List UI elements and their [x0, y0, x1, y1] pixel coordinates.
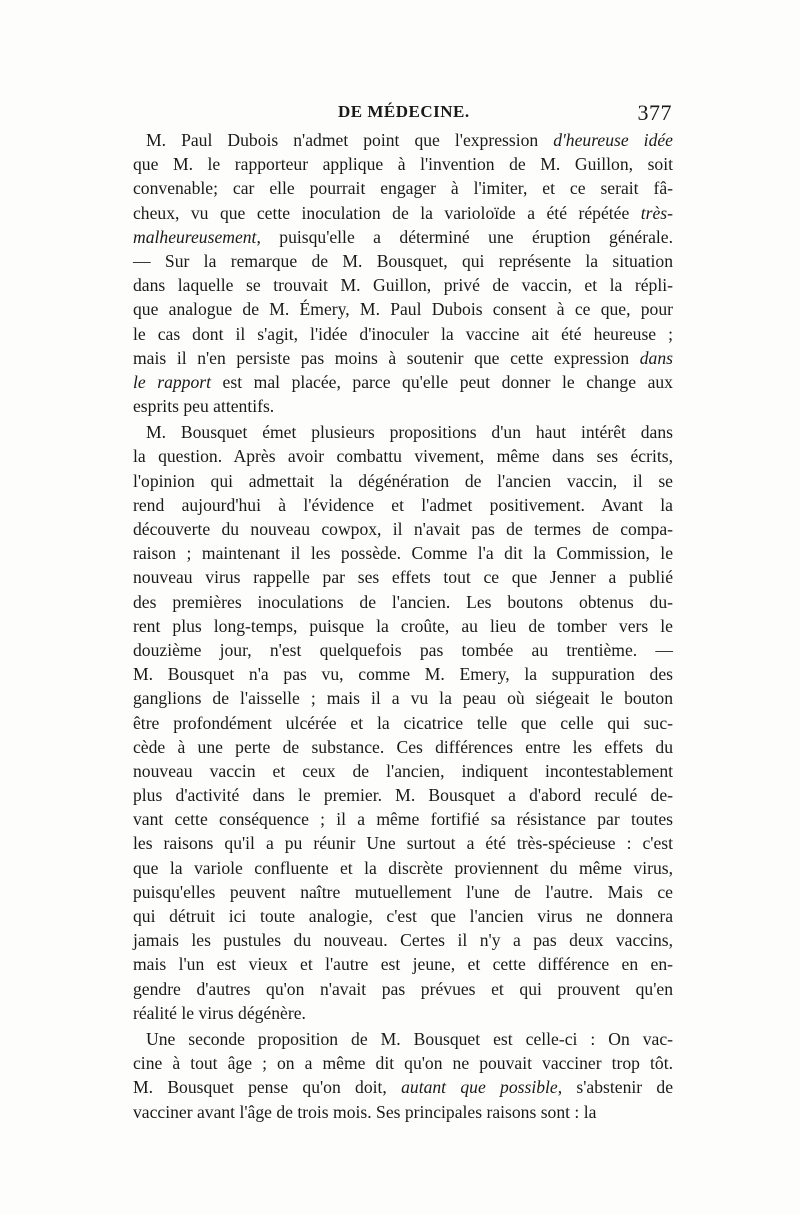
text-segment: qui détruit ici toute analogie, c'est que l'ancien virus ne donnera [133, 906, 673, 926]
text-segment: — Sur la remarque de M. Bousquet, qui représente la situation [133, 250, 673, 271]
text-segment: l'opinion qui admettait la dégénération de l'ancien vaccin, il se [133, 470, 673, 491]
text-line [133, 638, 673, 662]
text-segment: malheureusement [133, 226, 257, 247]
text-segment: , s'abstenir de [557, 1077, 673, 1098]
text-segment: rent plus long-temps, puisque la croûte, au lieu de tomber vers le [133, 615, 673, 636]
text-line [133, 225, 673, 249]
text-segment: rend aujourd'hui à l'évidence et l'admet positivement. Avant la [133, 494, 673, 515]
text-line [133, 176, 673, 200]
text-line [133, 201, 673, 225]
text-line [133, 735, 673, 759]
text-segment: que la variole confluente et la discrète proviennent du même virus, [133, 857, 673, 878]
text-line [133, 880, 673, 904]
text-segment: jamais les pustules du nouveau. Certes il n'y a pas deux vaccins, [133, 930, 673, 951]
text-line [133, 394, 673, 418]
text-segment: gendre d'autres qu'on n'avait pas prévues et qui prouvent qu'en [133, 978, 673, 999]
text-line [133, 759, 673, 783]
text-segment: autant que possible [401, 1077, 558, 1098]
text-segment: est mal placée, parce qu'elle peut donner le change aux [211, 371, 673, 392]
text-segment: plus d'activité dans le premier. M. Bousquet a d'abord reculé de- [133, 785, 673, 806]
text-line [133, 128, 673, 152]
text-segment: mais il n'en persiste pas moins à soutenir que cette expression [133, 347, 640, 368]
text-segment: des premières inoculations de l'ancien. Les boutons obtenus du- [133, 591, 673, 612]
text-line [133, 565, 673, 589]
page-number: 377 [637, 100, 672, 125]
text-segment: nouveau virus rappelle par ses effets tout ce que Jenner a publié [133, 567, 673, 588]
text-segment: vant cette conséquence ; il a même fortifié sa résistance par toutes [133, 809, 673, 830]
text-segment: dans [639, 347, 673, 368]
text-line [133, 831, 673, 855]
text-line [133, 493, 673, 517]
text-segment: cine à tout âge ; on a même dit qu'on ne pouvait vacciner trop tôt. [133, 1053, 673, 1074]
text-segment: ganglions de l'aisselle ; mais il a vu la peau où siégeait le bouton [133, 688, 673, 709]
text-segment: découverte du nouveau cowpox, il n'avait pas de termes de compa- [133, 519, 673, 539]
text-line [133, 322, 673, 346]
text-segment: les raisons qu'il a pu réunir Une surtout a été très-spécieuse : c'est [133, 833, 673, 854]
text-line [133, 590, 673, 614]
text-line [133, 952, 673, 976]
text-line [133, 1001, 673, 1025]
paragraph [133, 420, 673, 1025]
text-line [133, 1075, 673, 1099]
text-segment: M. Bousquet émet plusieurs propositions d'un haut intérêt dans [146, 422, 673, 443]
body-text [133, 128, 673, 1124]
text-segment: , puisqu'elle a déterminé une éruption générale. [256, 226, 673, 247]
text-segment: puisqu'elles peuvent naître mutuellement l'une de l'autre. Mais ce [133, 881, 673, 902]
text-segment: réalité le virus dégénère. [133, 1002, 306, 1023]
text-line [133, 711, 673, 735]
text-line [133, 444, 673, 468]
text-segment: nouveau vaccin et ceux de l'ancien, indiquent incontestablement [133, 760, 673, 781]
paragraph [133, 1027, 673, 1124]
text-line [133, 1027, 673, 1051]
text-segment: cède à une perte de substance. Ces différences entre les effets du [133, 736, 673, 757]
text-segment: le cas dont il s'agit, l'idée d'inoculer la vaccine ait été heureuse ; [133, 323, 673, 344]
text-segment: que M. le rapporteur applique à l'invention de M. Guillon, soit [133, 154, 673, 175]
text-line [133, 346, 673, 370]
text-segment: Une seconde proposition de M. Bousquet est celle-ci : On vac- [146, 1028, 673, 1049]
text-segment: convenable; car elle pourrait engager à l'imiter, et ce serait fâ- [133, 178, 673, 199]
text-line [133, 783, 673, 807]
text-line [133, 1100, 673, 1124]
text-segment: être profondément ulcérée et la cicatrice telle que celle qui suc- [133, 712, 673, 733]
text-line [133, 856, 673, 880]
text-line [133, 469, 673, 493]
text-segment: raison ; maintenant il les possède. Comme l'a dit la Commission, le [133, 543, 673, 564]
text-segment: cheux, vu que cette inoculation de la varioloïde a été répétée [133, 202, 641, 223]
text-line [133, 904, 673, 928]
text-line [133, 614, 673, 638]
text-segment: très- [640, 202, 673, 223]
text-segment: M. Paul Dubois n'admet point que l'expression [146, 130, 554, 150]
text-segment: mais l'un est vieux et l'autre est jeune, et cette différence en en- [133, 954, 673, 975]
text-segment: douzième jour, n'est quelquefois pas tombée au trentième. — [133, 639, 673, 660]
paragraph [133, 128, 673, 418]
text-line [133, 273, 673, 297]
text-line [133, 1051, 673, 1075]
text-line [133, 928, 673, 952]
text-line [133, 517, 673, 541]
text-line [133, 541, 673, 565]
text-segment: M. Bousquet n'a pas vu, comme M. Emery, la suppuration des [133, 664, 673, 685]
text-line [133, 370, 673, 394]
page-header [135, 100, 680, 126]
text-line [133, 420, 673, 444]
text-line [133, 977, 673, 1001]
text-segment: dans laquelle se trouvait M. Guillon, privé de vaccin, et la répli- [133, 275, 673, 296]
text-line [133, 249, 673, 273]
text-segment: M. Bousquet pense qu'on doit, [133, 1077, 402, 1098]
text-segment: vacciner avant l'âge de trois mois. Ses principales raisons sont : la [133, 1101, 597, 1122]
text-line [133, 152, 673, 176]
text-line [133, 297, 673, 321]
text-line [133, 662, 673, 686]
text-line [133, 686, 673, 710]
text-segment: esprits peu attentifs. [133, 396, 275, 417]
text-line [133, 807, 673, 831]
text-segment: que analogue de M. Émery, M. Paul Dubois consent à ce que, pour [133, 299, 673, 320]
text-segment: la question. Après avoir combattu vivement, même dans ses écrits, [133, 446, 673, 467]
running-title: DE MÉDECINE. [338, 102, 470, 121]
text-segment: d'heureuse idée [553, 130, 673, 150]
text-segment: le rapport [133, 371, 212, 392]
